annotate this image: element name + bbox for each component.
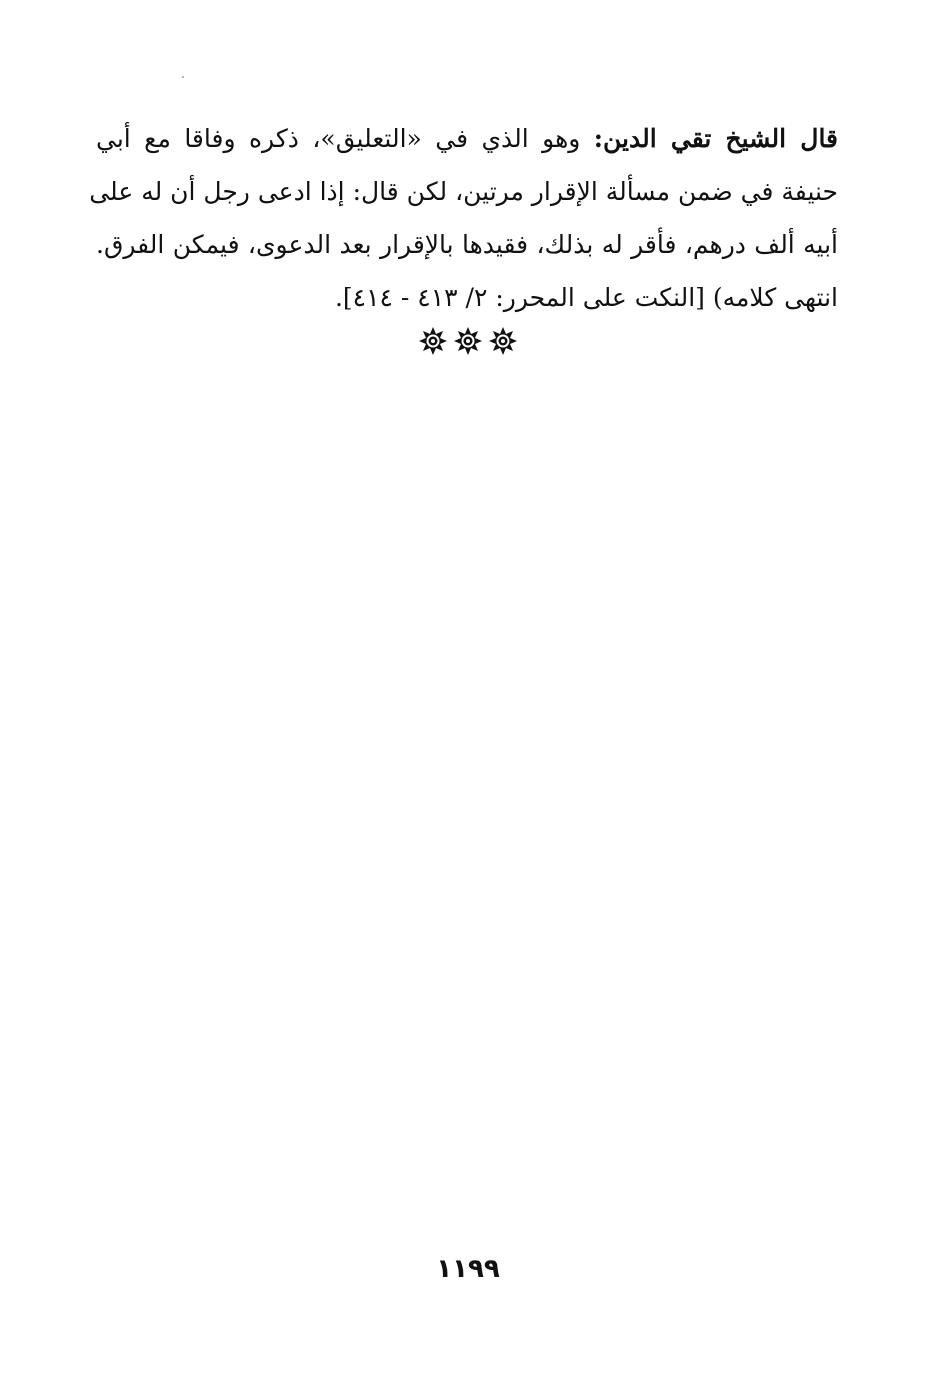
ornament-star-icon <box>488 326 518 356</box>
text-line-1 <box>96 112 838 165</box>
body-paragraph <box>89 112 839 324</box>
text-line-2: حنيفة في ضمن مسألة الإقرار مرتين، لكن قال: إذا ادعى رجل أن له على <box>89 177 838 206</box>
speaker-name: قال الشيخ تقي الدين: <box>593 124 839 153</box>
text-line-4: انتهى كلامه) [النكت على المحرر: ٢/ ٤١٣ - ٤١٤]. <box>334 283 838 312</box>
ornament-star-icon <box>453 326 483 356</box>
section-divider <box>418 326 518 356</box>
page-number: ١١٩٩ <box>436 1254 500 1284</box>
scan-speck <box>182 76 184 78</box>
text-line-3: أبيه ألف درهم، فأقر له بذلك، فقيدها بالإقرار بعد الدعوى، فيمكن الفرق. <box>96 230 838 259</box>
text-line-1-rest: وهو الذي في «التعليق»، ذكره وفاقا مع أبي <box>96 124 594 153</box>
ornament-star-icon <box>418 326 448 356</box>
